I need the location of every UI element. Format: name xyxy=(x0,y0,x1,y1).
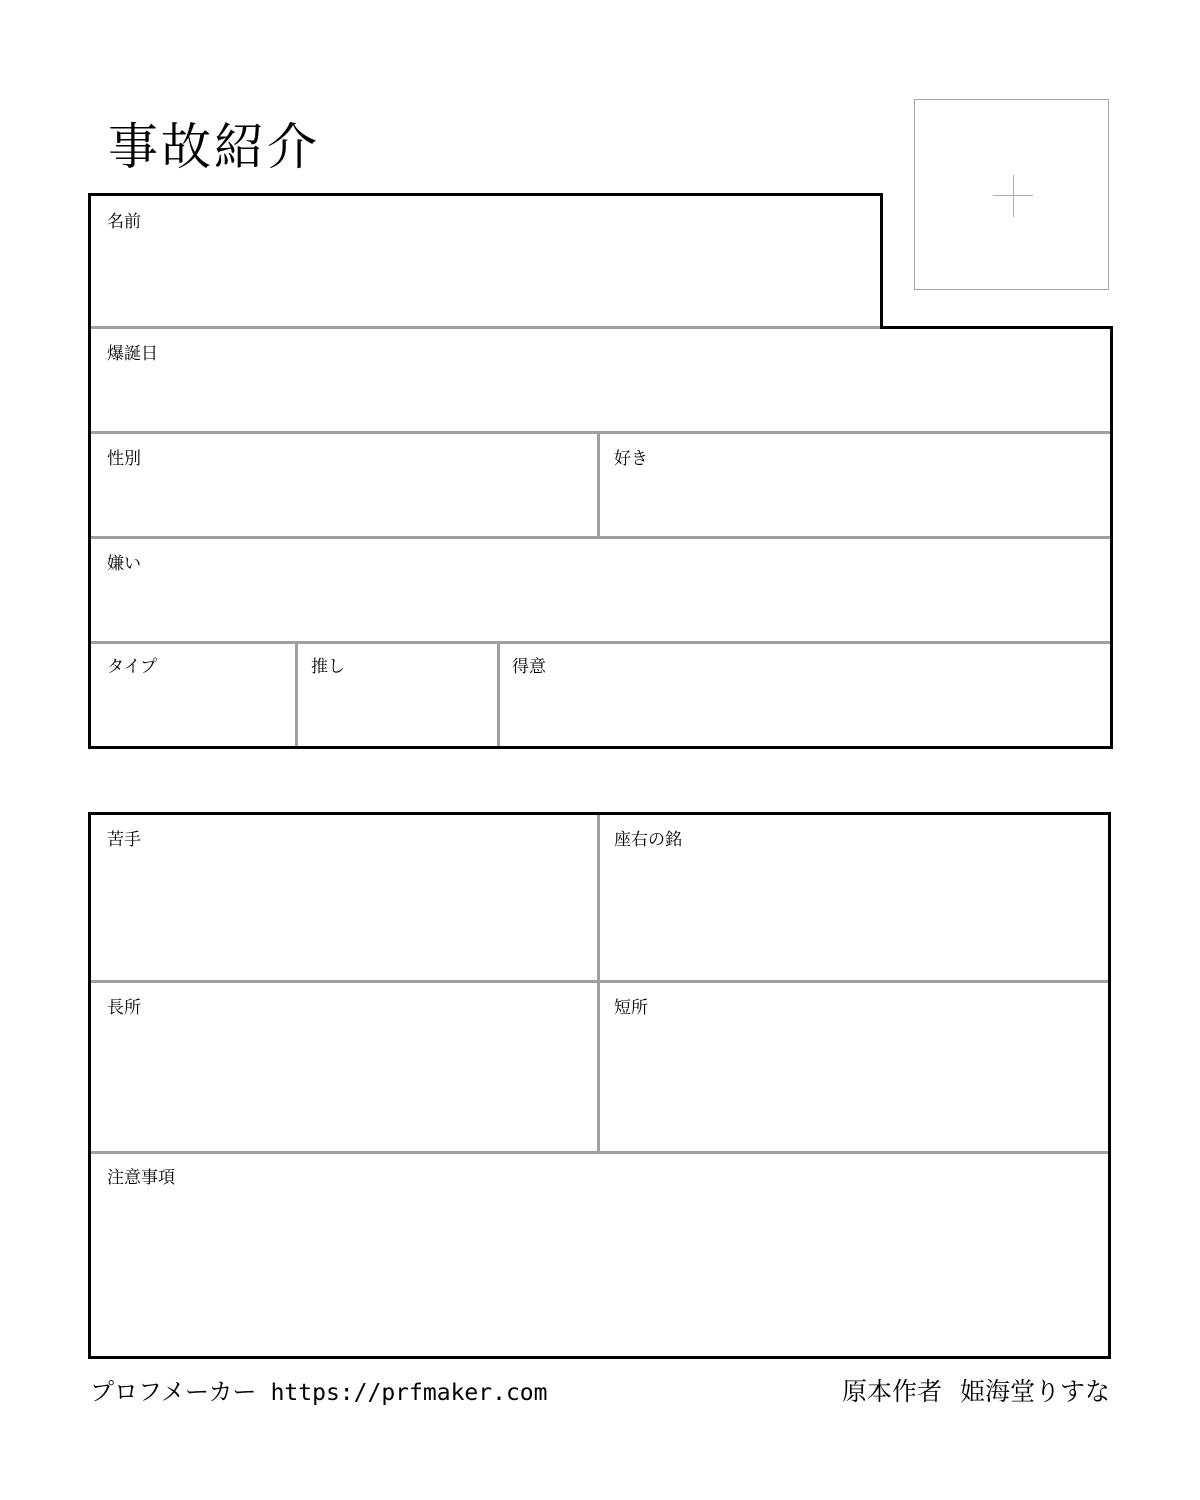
type-label: タイプ xyxy=(107,657,158,677)
name-field[interactable] xyxy=(91,196,880,326)
notes-field[interactable] xyxy=(91,1154,1108,1356)
author-name: 姫海堂りすな xyxy=(959,1377,1110,1406)
motto-field[interactable] xyxy=(600,815,1108,980)
frame2-border-bottom xyxy=(88,1356,1111,1359)
page-title: 事故紹介 xyxy=(108,118,320,176)
notes-label: 注意事項 xyxy=(107,1168,175,1188)
maker-name: プロフメーカー xyxy=(90,1378,257,1406)
dislikes-label: 嫌い xyxy=(107,554,141,574)
gender-label: 性別 xyxy=(107,449,141,469)
weakness-label: 苦手 xyxy=(107,830,141,850)
strengths-field[interactable] xyxy=(500,644,1110,746)
weakness-field[interactable] xyxy=(91,815,597,980)
frame2-border-right xyxy=(1108,812,1111,1359)
motto-label: 座右の銘 xyxy=(614,830,682,850)
footer-author xyxy=(842,1375,1110,1409)
dislikes-field[interactable] xyxy=(91,539,1110,641)
author-prefix: 原本作者 xyxy=(841,1377,942,1406)
likes-field[interactable] xyxy=(600,434,1110,536)
birthday-field[interactable] xyxy=(91,329,1110,431)
faults-label: 短所 xyxy=(614,998,648,1018)
oshi-field[interactable] xyxy=(298,644,497,746)
oshi-label: 推し xyxy=(311,657,345,677)
frame-border-right xyxy=(1110,326,1113,749)
plus-icon-vertical xyxy=(1013,175,1014,217)
merits-label: 長所 xyxy=(107,998,141,1018)
photo-upload-box[interactable] xyxy=(914,99,1109,290)
likes-label: 好き xyxy=(614,449,648,469)
footer-credit xyxy=(90,1375,548,1410)
frame-border-bottom xyxy=(88,746,1113,749)
frame-border-step-vertical xyxy=(880,193,883,329)
strengths-label: 得意 xyxy=(512,657,546,677)
name-label: 名前 xyxy=(107,212,141,232)
birthday-label: 爆誕日 xyxy=(107,344,158,364)
faults-field[interactable] xyxy=(600,983,1108,1151)
maker-url[interactable]: https://prfmaker.com xyxy=(270,1380,548,1406)
gender-field[interactable] xyxy=(91,434,597,536)
type-field[interactable] xyxy=(91,644,295,746)
merits-field[interactable] xyxy=(91,983,597,1151)
